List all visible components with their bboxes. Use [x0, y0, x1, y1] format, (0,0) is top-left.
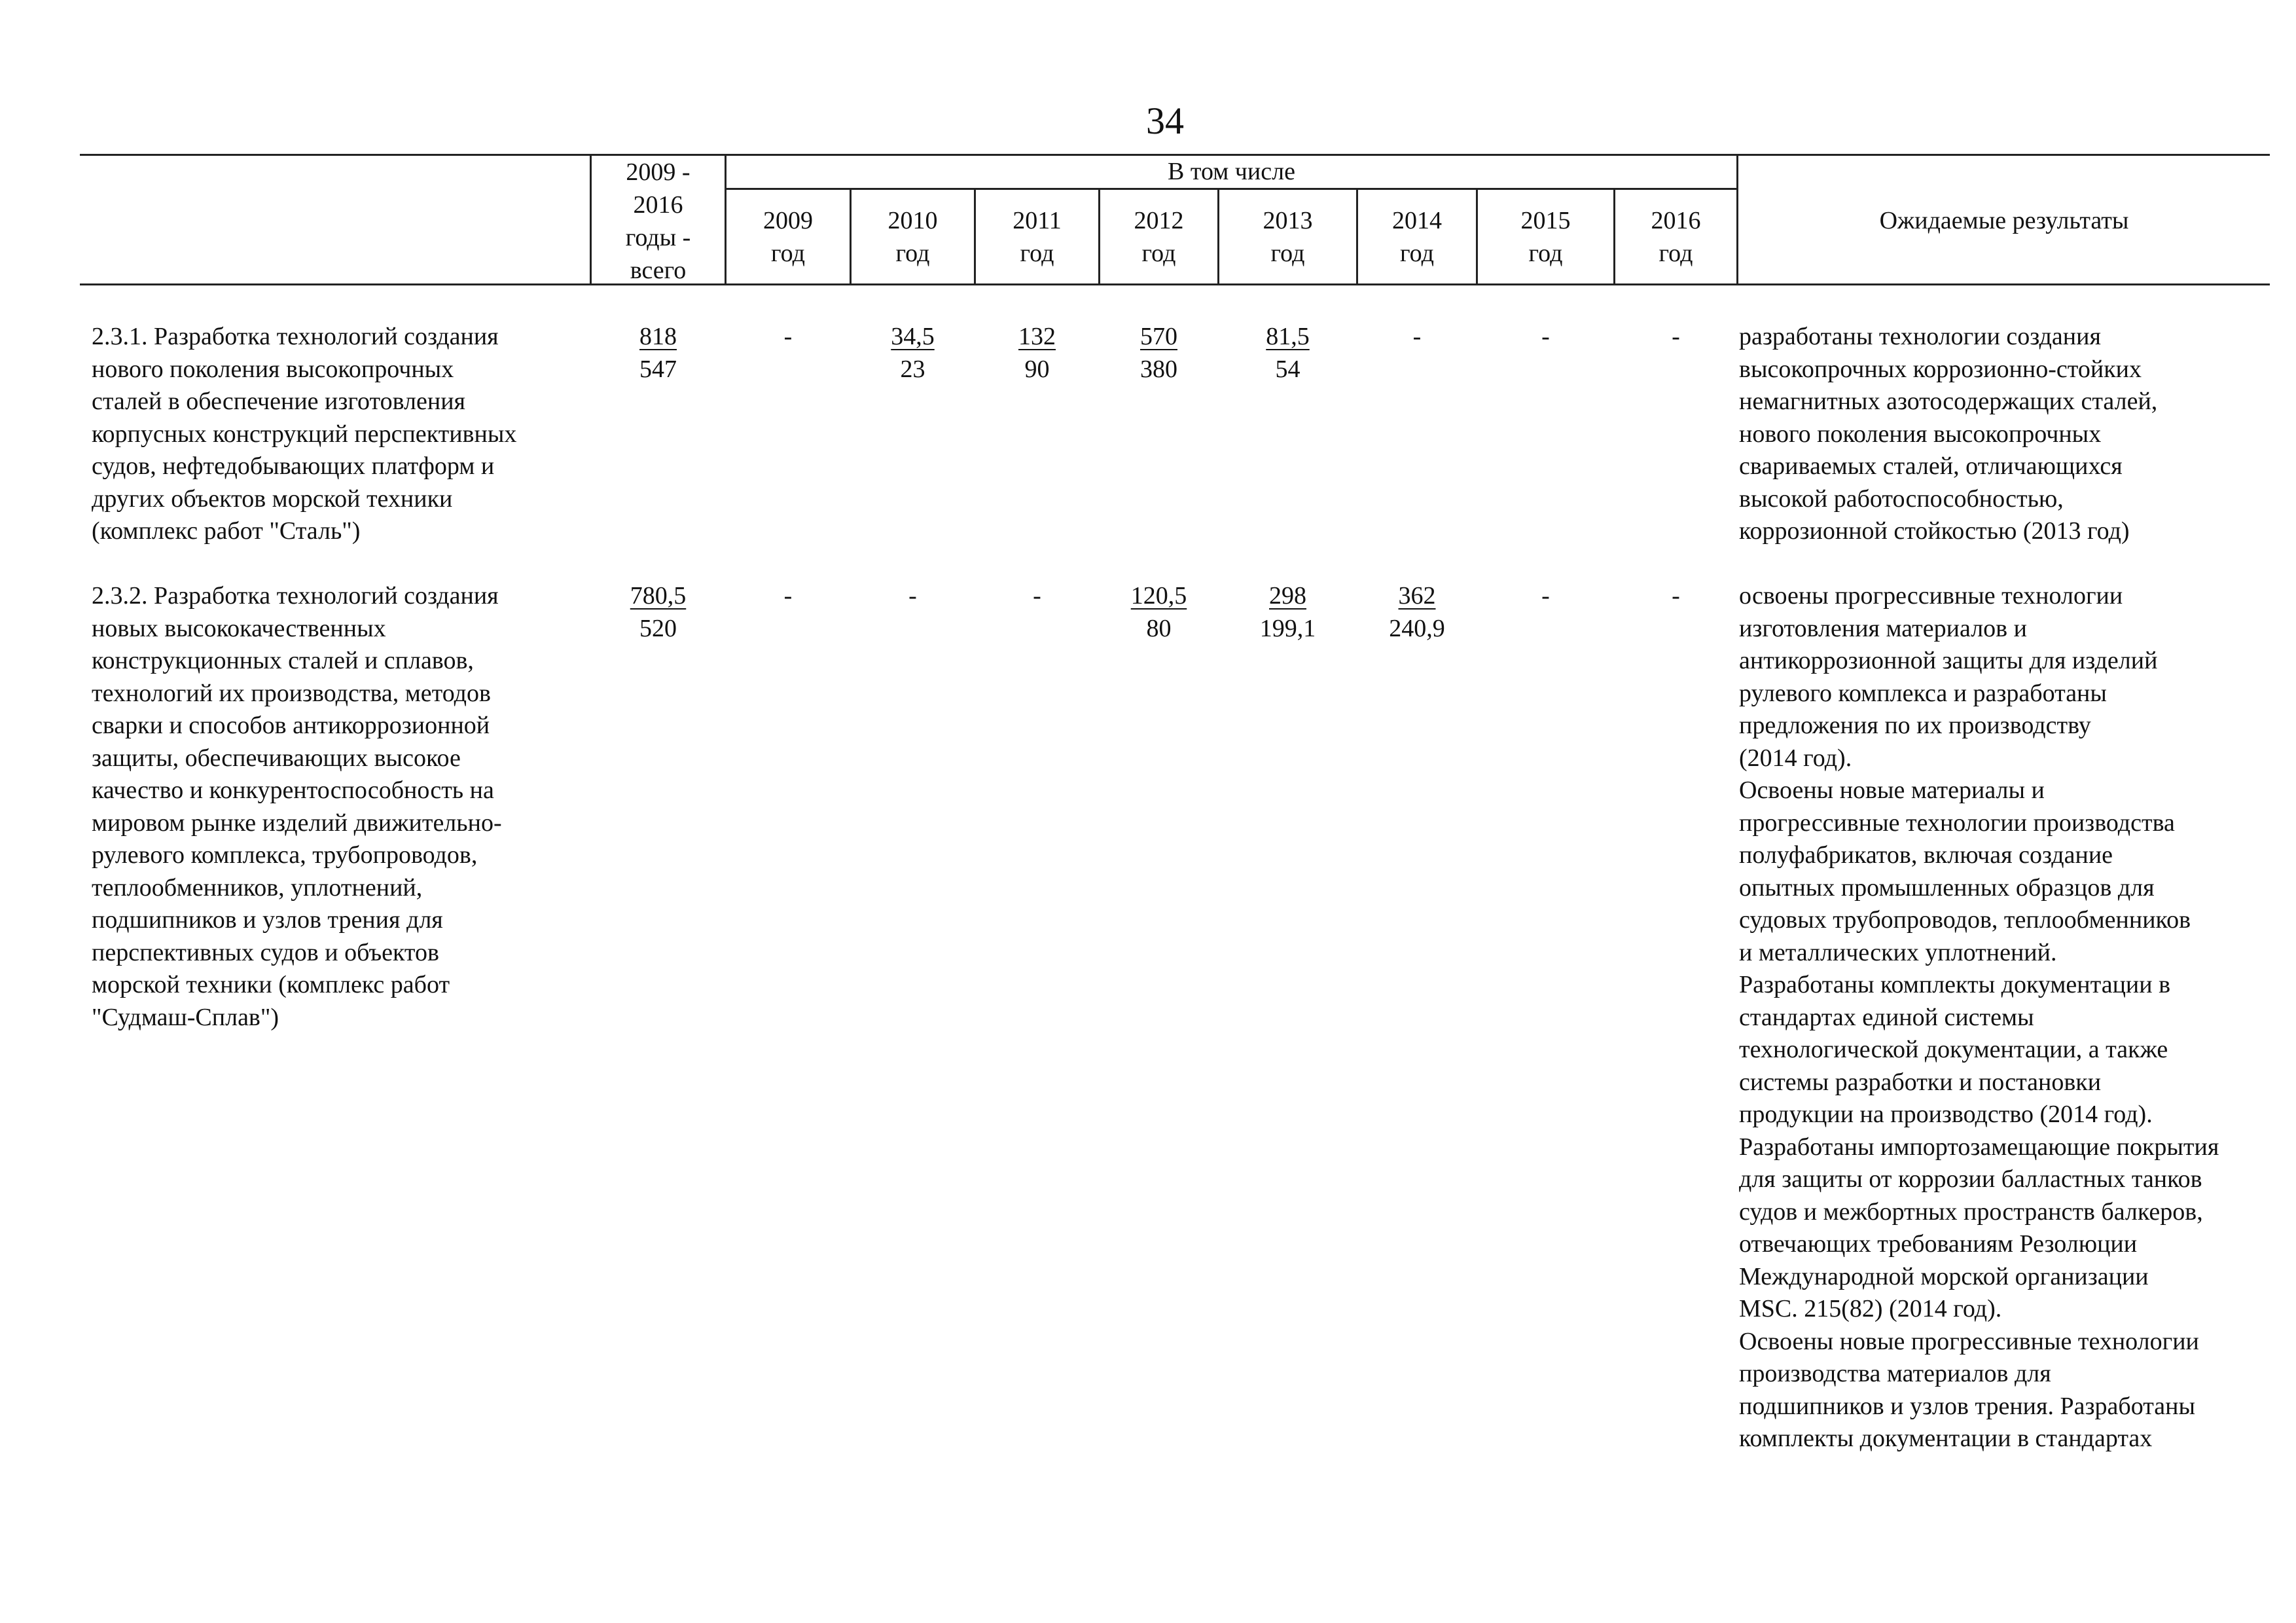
header-results: Ожидаемые результаты: [1879, 207, 2129, 234]
row-value-2015: -: [1541, 582, 1550, 610]
row-results: разработаны технологии создания высокопрочных коррозионно-стойких немагнитных азотосодержащих сталей, нового поколения высокопрочных свариваемых сталей, отличающихся высокой работоспособностью, коррозионной стойкостью (2013 год): [1739, 323, 2158, 545]
header-total: 2009 - 2016 годы - всего: [625, 158, 691, 284]
row-results: освоены прогрессивные технологии изготовления материалов и антикоррозионной защиты для изделий рулевого комплекса и разработаны предложения по их производству (2014 год). Освоены новые материалы и прогрессивные технологии производства полуфабрикатов, включая создание опытных промышленных образцов для судовых трубопроводов, теплообменников и металлических уплотнений. Разработаны комплекты документации в стандартах единой системы технологической документации, а также системы разработки и постановки продукции на производство (2014 год). Разработаны импортозамещающие покрытия для защиты от коррозии балластных танков судов и межбортных пространств балкеров, отвечающих требованиям Резолюции Международной морской организации MSC. 215(82) (2014 год). Освоены новые прогрессивные технологии производства материалов для подшипников и узлов трения. Разработаны комплекты документации в стандартах: [1739, 582, 2219, 1452]
header-year-2015: 2015 год: [1520, 207, 1571, 267]
row-value-2009: -: [783, 582, 793, 610]
row-value-2011: -: [1033, 582, 1041, 610]
header-year-2012: 2012 год: [1134, 207, 1184, 267]
header-year-2009: 2009 год: [763, 207, 813, 267]
row-value-2009: -: [783, 323, 793, 350]
header-year-2011: 2011 год: [1013, 207, 1062, 267]
row-value-2013: 81,5 54: [1266, 323, 1310, 383]
row-value-2014: 362 240,9: [1389, 582, 1445, 642]
row-value-2015: -: [1541, 323, 1550, 350]
header-year-2010: 2010 год: [888, 207, 938, 267]
row-value-2014: -: [1412, 323, 1422, 350]
row-value-2010: 34,5 23: [891, 323, 935, 383]
row-total: 818 547: [639, 323, 677, 383]
header-year-2016: 2016 год: [1651, 207, 1701, 267]
row-value-2012: 570 380: [1140, 323, 1177, 383]
page-number: 34: [1146, 100, 1184, 142]
header-year-2014: 2014 год: [1392, 207, 1442, 267]
header-including: В том числе: [1168, 158, 1295, 185]
row-value-2011: 132 90: [1018, 323, 1056, 383]
row-total: 780,5 520: [630, 582, 687, 642]
row-value-2016: -: [1672, 582, 1680, 610]
row-description: 2.3.2. Разработка технологий создания новых высококачественных конструкционных сталей и сплавов, технологий их производства, методов сварки и способов антикоррозионной защиты, обеспечивающих высокое качество и конкурентоспособность на мировом рынке изделий движительно- рулевого комплекса, трубопроводов, теплообменников, уплотнений, подшипников и узлов трения для перспективных судов и объектов морской техники (комплекс работ "Судмаш-Сплав"): [92, 582, 502, 1031]
row-value-2013: 298 199,1: [1259, 582, 1316, 642]
header-bottom-rule: [80, 283, 2270, 285]
row-value-2016: -: [1672, 323, 1680, 350]
including-underline: [725, 188, 1736, 190]
row-value-2010: -: [908, 582, 917, 610]
row-description: 2.3.1. Разработка технологий создания нового поколения высокопрочных сталей в обеспечение изготовления корпусных конструкций перспективных судов, нефтедобывающих платформ и других объектов морской техники (комплекс работ "Сталь"): [92, 323, 517, 545]
header-year-2013: 2013 год: [1263, 207, 1313, 267]
row-value-2012: 120,5 80: [1130, 582, 1187, 642]
